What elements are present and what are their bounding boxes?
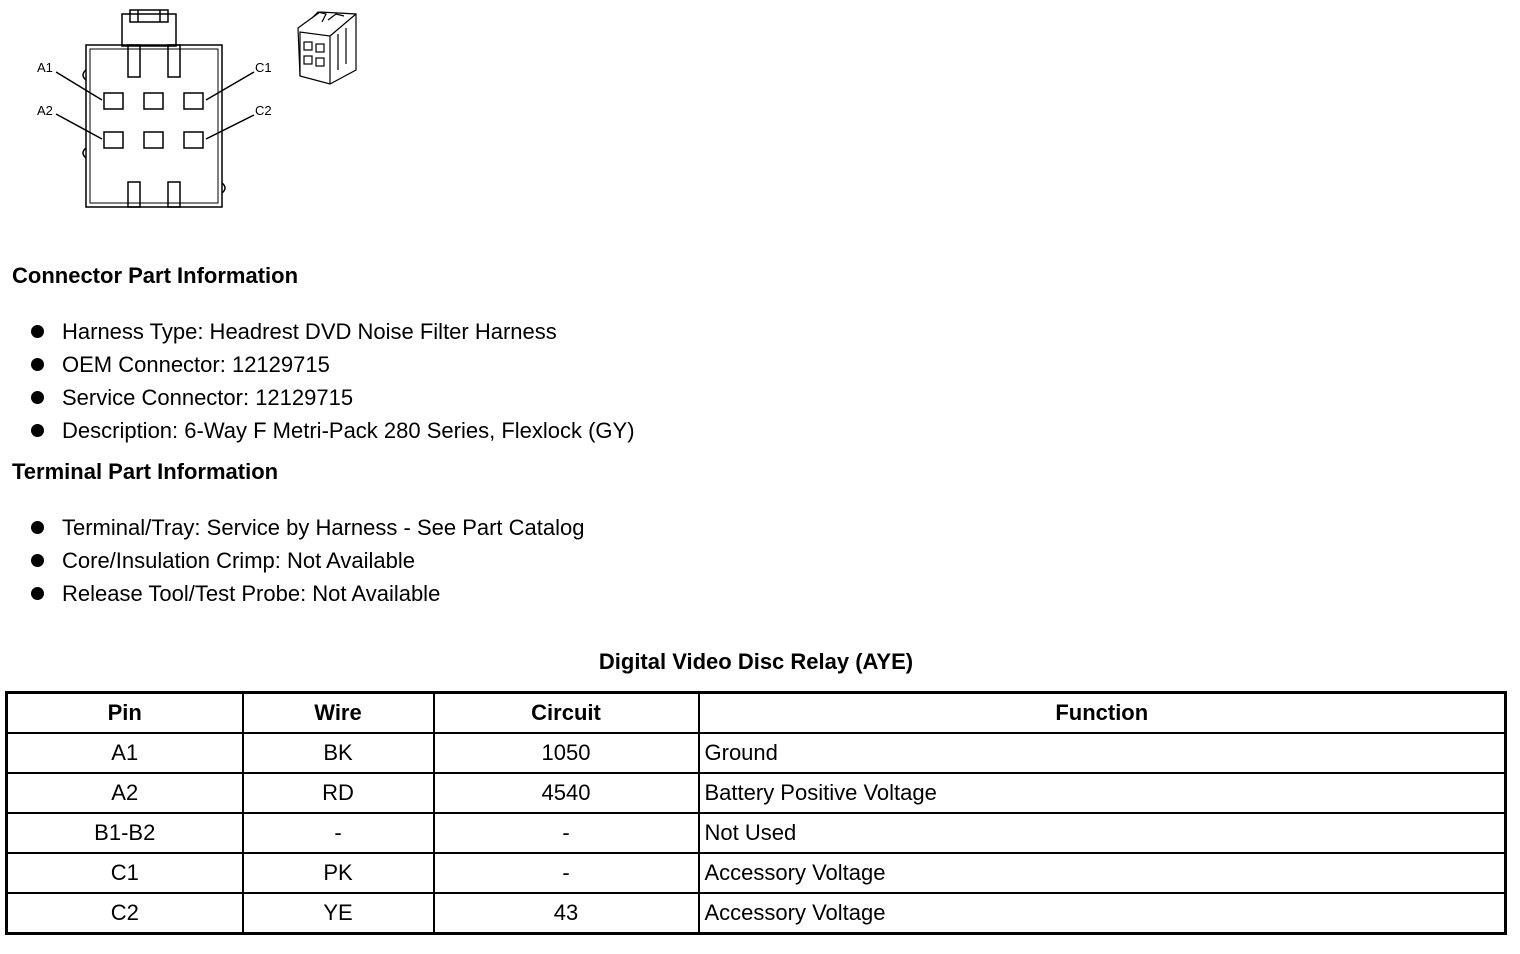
column-header-function: Function xyxy=(699,693,1506,734)
cell-pin: A2 xyxy=(7,773,243,813)
table-row xyxy=(7,853,1506,893)
table-header-row xyxy=(7,693,1506,734)
cell-pin: A1 xyxy=(7,733,243,773)
list-item xyxy=(30,348,635,381)
cell-circuit: 4540 xyxy=(434,773,699,813)
list-item-text: Harness Type: Headrest DVD Noise Filter Harness xyxy=(62,319,557,344)
bullet-icon xyxy=(31,554,44,567)
cell-pin: B1-B2 xyxy=(7,813,243,853)
cell-function: Battery Positive Voltage xyxy=(699,773,1506,813)
list-item-text: Release Tool/Test Probe: Not Available xyxy=(62,581,441,606)
list-item-text: OEM Connector: 12129715 xyxy=(62,352,330,377)
cell-function: Accessory Voltage xyxy=(699,853,1506,893)
pin-label-a2: A2 xyxy=(37,103,53,118)
connector-thumbnail-icon xyxy=(298,12,356,84)
connector-diagram xyxy=(0,0,380,220)
cell-wire: RD xyxy=(243,773,434,813)
cell-wire: PK xyxy=(243,853,434,893)
cell-function: Accessory Voltage xyxy=(699,893,1506,934)
list-item xyxy=(30,511,585,544)
cell-wire: YE xyxy=(243,893,434,934)
list-item xyxy=(30,381,635,414)
cell-wire: - xyxy=(243,813,434,853)
pinout-table-title: Digital Video Disc Relay (AYE) xyxy=(598,649,914,674)
pinout-table xyxy=(5,691,1507,935)
list-item-text: Description: 6-Way F Metri-Pack 280 Series, Flexlock (GY) xyxy=(62,418,635,443)
cell-circuit: 43 xyxy=(434,893,699,934)
column-header-circuit: Circuit xyxy=(434,693,699,734)
table-row xyxy=(7,733,1506,773)
table-row xyxy=(7,813,1506,853)
table-row xyxy=(7,773,1506,813)
connector-info-list xyxy=(30,315,635,447)
cell-circuit: - xyxy=(434,853,699,893)
bullet-icon xyxy=(31,325,44,338)
cell-circuit: 1050 xyxy=(434,733,699,773)
cell-function: Not Used xyxy=(699,813,1506,853)
bullet-icon xyxy=(31,358,44,371)
bullet-icon xyxy=(31,521,44,534)
bullet-icon xyxy=(31,587,44,600)
cell-pin: C1 xyxy=(7,853,243,893)
list-item-text: Service Connector: 12129715 xyxy=(62,385,354,410)
column-header-pin: Pin xyxy=(7,693,243,734)
cell-pin: C2 xyxy=(7,893,243,934)
cell-function: Ground xyxy=(699,733,1506,773)
list-item xyxy=(30,414,635,447)
bullet-icon xyxy=(31,424,44,437)
pin-label-a1: A1 xyxy=(37,60,53,75)
list-item xyxy=(30,577,585,610)
bullet-icon xyxy=(31,391,44,404)
terminal-info-list xyxy=(30,511,585,610)
column-header-wire: Wire xyxy=(243,693,434,734)
list-item-text: Terminal/Tray: Service by Harness - See Part Catalog xyxy=(62,515,585,540)
table-row xyxy=(7,893,1506,934)
cell-wire: BK xyxy=(243,733,434,773)
list-item-text: Core/Insulation Crimp: Not Available xyxy=(62,548,415,573)
pin-label-c2: C2 xyxy=(255,103,272,118)
pin-label-c1: C1 xyxy=(255,60,272,75)
list-item xyxy=(30,544,585,577)
list-item xyxy=(30,315,635,348)
terminal-info-heading: Terminal Part Information xyxy=(12,459,279,484)
cell-circuit: - xyxy=(434,813,699,853)
connector-info-heading: Connector Part Information xyxy=(12,263,299,288)
